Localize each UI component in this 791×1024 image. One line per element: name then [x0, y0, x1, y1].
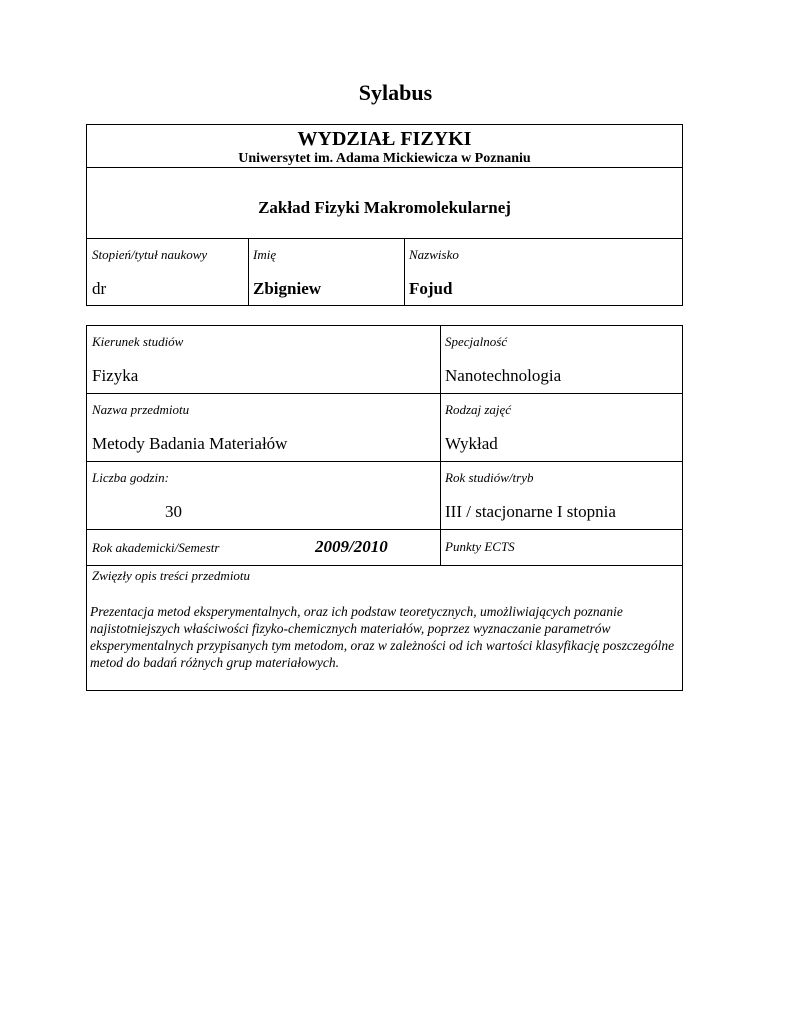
subject-label: Nazwa przedmiotu: [92, 402, 190, 417]
subject-value: Metody Badania Materiałów: [92, 434, 288, 453]
academic-year-value: 2009/2010: [315, 537, 388, 556]
specialty-value: Nanotechnologia: [445, 366, 562, 385]
class-type-label: Rodzaj zajęć: [445, 402, 512, 417]
first-name-label: Imię: [253, 247, 277, 262]
academic-year-label: Rok akademicki/Semestr: [92, 540, 220, 555]
row-divider: [87, 529, 682, 530]
column-divider: [404, 238, 405, 305]
specialty-label: Specjalność: [445, 334, 508, 349]
last-name-value: Fojud: [409, 279, 453, 298]
summary-label: Zwięzły opis treści przedmiotu: [92, 568, 251, 583]
faculty-name: WYDZIAŁ FIZYKI: [297, 128, 472, 150]
department-name: Zakład Fizyki Makromolekularnej: [258, 198, 511, 217]
year-mode-value: III / stacjonarne I stopnia: [445, 502, 616, 521]
row-divider: [87, 167, 682, 168]
course-summary: Prezentacja metod eksperymentalnych, oraz ich podstaw teoretycznych, umożliwiających poznanie najistotniejszych właściwości fizyko-chemicznych materiałów, poprzez wyznaczanie parametrów eksperymentalnych przypisanych tym metodom, oraz w zależności od ich wartości klasyfikację poszczególne metod do badań różnych grup materiałowych.: [90, 604, 675, 670]
document-title: Sylabus: [358, 80, 433, 105]
hours-label: Liczba godzin:: [92, 470, 169, 485]
class-type-value: Wykład: [445, 434, 498, 453]
ects-label: Punkty ECTS: [445, 539, 515, 554]
year-mode-label: Rok studiów/tryb: [445, 470, 534, 485]
hours-value: 30: [165, 502, 182, 521]
field-value: Fizyka: [92, 366, 139, 385]
field-label: Kierunek studiów: [92, 334, 184, 349]
row-divider: [87, 393, 682, 394]
university-name: Uniwersytet im. Adama Mickiewicza w Poznaniu: [238, 151, 531, 166]
column-divider: [248, 238, 249, 305]
header-table: [86, 124, 683, 306]
degree-value: dr: [92, 279, 107, 298]
row-divider: [87, 238, 682, 239]
degree-label: Stopień/tytuł naukowy: [92, 247, 208, 262]
last-name-label: Nazwisko: [409, 247, 459, 262]
first-name-value: Zbigniew: [253, 279, 322, 298]
row-divider: [87, 565, 682, 566]
row-divider: [87, 461, 682, 462]
